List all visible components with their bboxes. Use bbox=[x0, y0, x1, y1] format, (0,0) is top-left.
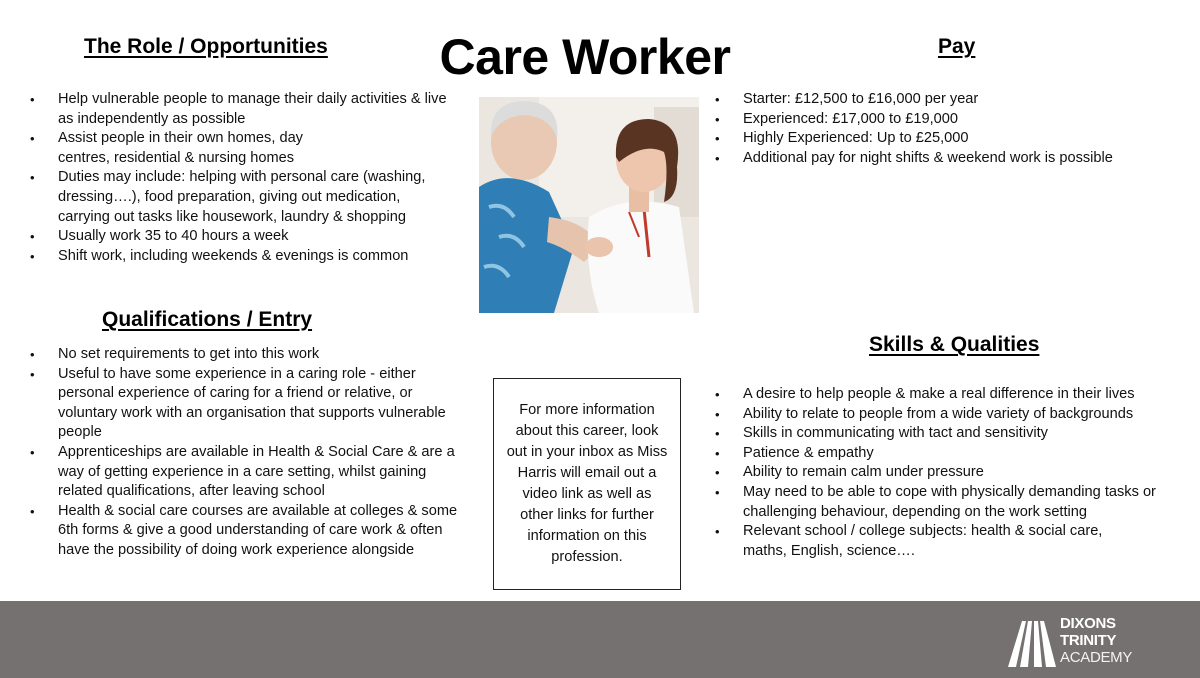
list-item: • Duties may include: helping with personal care (washing, dressing….), food preparation, giving out medication, carrying out tasks like housework, laundry & shopping bbox=[28, 168, 448, 227]
list-item: • Additional pay for night shifts & weekend work is possible bbox=[713, 149, 1183, 169]
skills-heading: Skills & Qualities bbox=[869, 333, 1040, 356]
list-item: • Experienced: £17,000 to £19,000 bbox=[713, 110, 1183, 130]
school-logo bbox=[1004, 615, 1144, 669]
list-item: • Assist people in their own homes, day centres, residential & nursing homes bbox=[28, 129, 448, 168]
logo-mark-icon bbox=[1004, 617, 1058, 671]
list-item: • Health & social care courses are available at colleges & some 6th forms & give a good understanding of care work & often have the possibility of doing work experience alongside bbox=[28, 502, 464, 561]
qualifications-heading: Qualifications / Entry bbox=[102, 308, 313, 331]
logo-line-1: DIXONS bbox=[1060, 615, 1116, 632]
list-item: • Usually work 35 to 40 hours a week bbox=[28, 227, 448, 247]
pay-heading: Pay bbox=[938, 35, 976, 58]
care-worker-photo bbox=[479, 97, 699, 313]
list-item: • Ability to remain calm under pressure bbox=[713, 463, 1183, 483]
role-heading: The Role / Opportunities bbox=[84, 35, 328, 58]
more-info-text: For more information about this career, look out in your inbox as Miss Harris will email out a video link as well as other links for further information on this profession. bbox=[506, 402, 668, 565]
skills-list bbox=[713, 385, 1183, 561]
pay-list bbox=[713, 90, 1183, 168]
list-item: • Ability to relate to people from a wide variety of backgrounds bbox=[713, 405, 1183, 425]
list-item: • Highly Experienced: Up to £25,000 bbox=[713, 129, 1183, 149]
list-item: • No set requirements to get into this work bbox=[28, 345, 464, 365]
list-item: • Skills in communicating with tact and sensitivity bbox=[713, 424, 1183, 444]
role-list bbox=[28, 90, 448, 266]
list-item: • Shift work, including weekends & evenings is common bbox=[28, 247, 448, 267]
footer-bar bbox=[0, 601, 1200, 678]
list-item: • May need to be able to cope with physically demanding tasks or challenging behaviour, depending on the work setting bbox=[713, 483, 1183, 522]
qualifications-list bbox=[28, 345, 464, 561]
list-item: • Useful to have some experience in a caring role - either personal experience of caring for a friend or relative, or voluntary work with an organisation that supports vulnerable people bbox=[28, 365, 464, 443]
page-title: Care Worker bbox=[439, 29, 731, 85]
list-item: • Relevant school / college subjects: health & social care, maths, English, science…. bbox=[713, 522, 1183, 561]
more-info-box bbox=[493, 378, 681, 590]
list-item: • Patience & empathy bbox=[713, 444, 1183, 464]
list-item: • Apprenticeships are available in Health & Social Care & are a way of getting experience in a care setting, whilst gaining related qualifications, after leaving school bbox=[28, 443, 464, 502]
list-item: • Help vulnerable people to manage their daily activities & live as independently as possible bbox=[28, 90, 448, 129]
logo-line-3: ACADEMY bbox=[1060, 649, 1133, 666]
logo-line-2: TRINITY bbox=[1060, 632, 1117, 649]
list-item: • A desire to help people & make a real difference in their lives bbox=[713, 385, 1183, 405]
list-item: • Starter: £12,500 to £16,000 per year bbox=[713, 90, 1183, 110]
